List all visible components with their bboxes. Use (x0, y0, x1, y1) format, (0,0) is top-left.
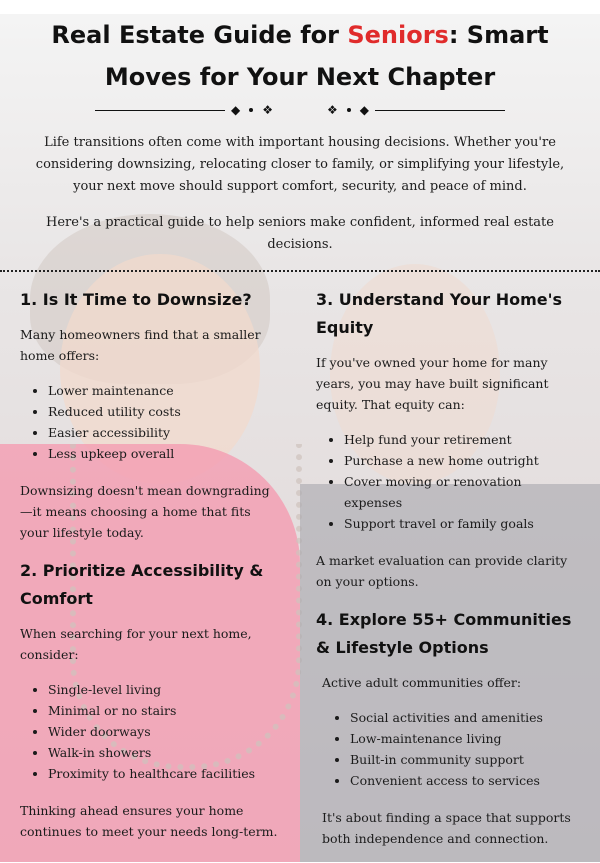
section-list (322, 707, 582, 791)
list-item: • Cover moving or renovation expenses (344, 471, 582, 513)
list-item: • Proximity to healthcare facilities (48, 763, 282, 784)
section-closing: Thinking ahead ensures your home continues to meet your needs long-term. (20, 803, 278, 839)
section-closing: Downsizing doesn't mean downgrading—it means choosing a home that fits your lifestyle today. (20, 483, 270, 540)
list-item: • Support travel or family goals (344, 513, 582, 534)
list-item: • Single-level living (48, 679, 282, 700)
section-lead: When searching for your next home, consider: (20, 626, 252, 662)
section-list (20, 679, 282, 784)
section-closing: It's about finding a space that supports both independence and connection. (322, 810, 571, 846)
title-ornament: ◆ ❖ ❖ ◆ (0, 102, 600, 118)
section-heading: 3. Understand Your Home's Equity (316, 290, 563, 337)
list-item: • Reduced utility costs (48, 401, 282, 422)
dotted-divider (0, 270, 600, 272)
list-item: • Purchase a new home outright (344, 450, 582, 471)
section-communities (316, 606, 582, 849)
sections-columns (0, 272, 600, 863)
section-list (20, 380, 282, 464)
title-accent: Seniors (347, 21, 449, 49)
list-item: • Social activities and amenities (350, 707, 582, 728)
list-item: • Wider doorways (48, 721, 282, 742)
page-title (30, 14, 570, 98)
section-equity (316, 286, 582, 592)
section-heading: 4. Explore 55+ Communities & Lifestyle Options (316, 610, 572, 657)
section-downsize (20, 286, 282, 543)
intro (30, 132, 570, 256)
left-column (0, 272, 300, 863)
section-lead: Active adult communities offer: (322, 675, 522, 690)
list-item: • Convenient access to services (350, 770, 582, 791)
section-heading: 2. Prioritize Accessibility & Comfort (20, 561, 264, 608)
section-lead: If you've owned your home for many years, you may have built significant equity. That equity can: (316, 355, 549, 412)
page-content (0, 14, 600, 863)
section-lead: Many homeowners find that a smaller home offers: (20, 327, 261, 363)
list-item: • Help fund your retirement (344, 429, 582, 450)
section-heading: 1. Is It Time to Downsize? (20, 290, 252, 309)
list-item: • Minimal or no stairs (48, 700, 282, 721)
intro-paragraph-1: Life transitions often come with important housing decisions. Whether you're considering downsizing, relocating closer to family, or simplifying your lifestyle, your next move should support comfort, security, and peace of mind. (35, 135, 565, 194)
title-part-2: : Smart Moves for Your Next Chapter (104, 21, 549, 91)
section-accessibility (20, 557, 282, 842)
right-column (300, 272, 600, 863)
list-item: • Lower maintenance (48, 380, 282, 401)
list-item: • Less upkeep overall (48, 443, 282, 464)
list-item: • Built-in community support (350, 749, 582, 770)
section-closing: A market evaluation can provide clarity on your options. (316, 553, 568, 589)
title-part-1: Real Estate Guide for (51, 21, 348, 49)
intro-paragraph-2: Here's a practical guide to help seniors make confident, informed real estate decisions. (46, 215, 554, 252)
section-list (316, 429, 582, 534)
list-item: • Easier accessibility (48, 422, 282, 443)
list-item: • Low-maintenance living (350, 728, 582, 749)
list-item: • Walk-in showers (48, 742, 282, 763)
